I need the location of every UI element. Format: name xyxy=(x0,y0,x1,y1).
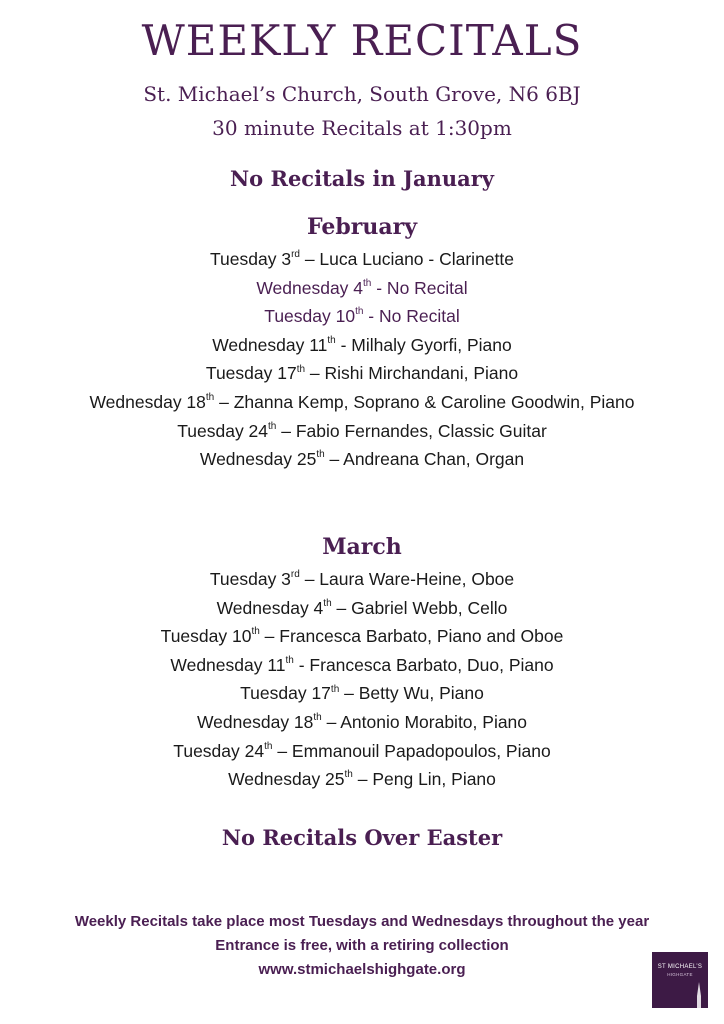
schedule-item: Tuesday 3rd – Luca Luciano - Clarinette xyxy=(209,249,514,269)
schedule-item: Wednesday 18th – Zhanna Kemp, Soprano & Caroline Goodwin, Piano xyxy=(89,391,635,412)
schedule-item: Tuesday 10th – Francesca Barbato, Piano and Oboe xyxy=(160,626,564,647)
church-spire-icon xyxy=(694,982,704,1008)
recital-time: 30 minute Recitals at 1:30pm xyxy=(212,116,512,140)
february-schedule xyxy=(0,245,724,474)
schedule-item: Wednesday 4th – Gabriel Webb, Cello xyxy=(216,597,508,618)
march-heading: March xyxy=(322,534,402,560)
schedule-item: Tuesday 17th – Betty Wu, Piano xyxy=(240,683,484,704)
schedule-item: Tuesday 10th - No Recital xyxy=(264,306,460,327)
easter-notice: No Recitals Over Easter xyxy=(221,825,503,850)
january-notice: No Recitals in January xyxy=(229,166,495,191)
schedule-item: Wednesday 25th – Peng Lin, Piano xyxy=(228,769,496,790)
st-michaels-logo: ST MICHAEL’S HIGHGATE xyxy=(652,952,708,1008)
schedule-item: Wednesday 25th – Andreana Chan, Organ xyxy=(199,449,525,470)
schedule-item: Tuesday 17th – Rishi Mirchandani, Piano xyxy=(205,363,519,384)
schedule-item: Wednesday 11th - Francesca Barbato, Duo, Piano xyxy=(170,654,554,675)
schedule-item: Tuesday 3rd – Laura Ware-Heine, Oboe xyxy=(209,569,515,589)
footer-entrance-note: Entrance is free, with a retiring collection xyxy=(215,937,509,954)
march-schedule xyxy=(0,565,724,794)
schedule-item: Tuesday 24th – Fabio Fernandes, Classic Guitar xyxy=(177,420,547,441)
schedule-item: Wednesday 4th - No Recital xyxy=(256,277,468,298)
february-heading: February xyxy=(306,214,417,240)
schedule-item: Tuesday 24th – Emmanouil Papadopoulos, Piano xyxy=(173,740,551,761)
schedule-item: Wednesday 11th - Milhaly Gyorfi, Piano xyxy=(212,334,512,355)
schedule-item: Wednesday 18th – Antonio Morabito, Piano xyxy=(196,711,528,732)
footer-schedule-note: Weekly Recitals take place most Tuesdays and Wednesdays throughout the year xyxy=(74,913,650,930)
website-link[interactable]: www.stmichaelshighgate.org xyxy=(258,961,466,978)
venue-address: St. Michael’s Church, South Grove, N6 6BJ xyxy=(143,82,581,106)
page-title: WEEKLY RECITALS xyxy=(141,16,583,65)
